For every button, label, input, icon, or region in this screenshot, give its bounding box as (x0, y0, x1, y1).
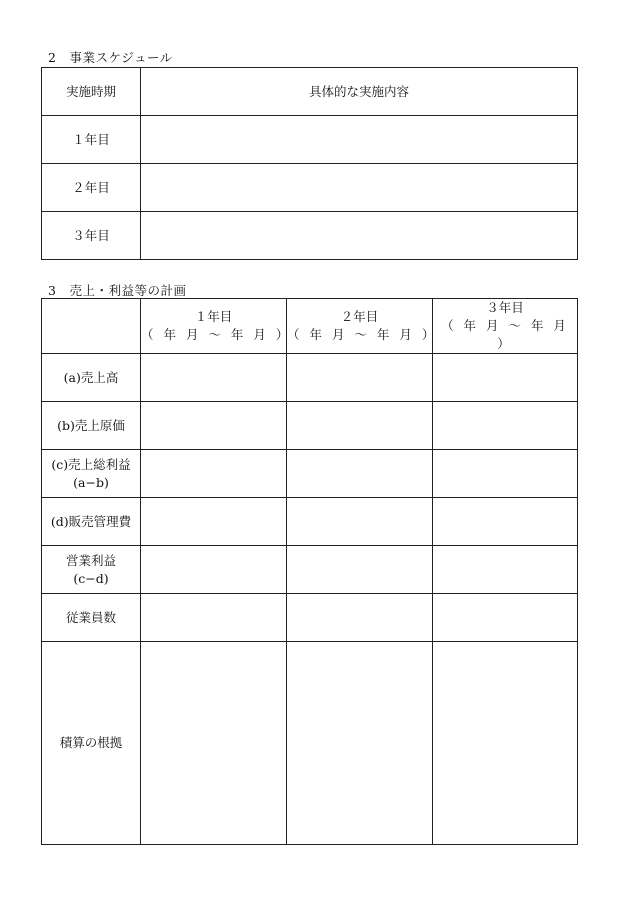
plan-value-cell[interactable] (433, 450, 578, 498)
schedule-row (42, 164, 578, 212)
plan-row-label-line1: (a)売上高 (63, 369, 119, 385)
schedule-row (42, 116, 578, 164)
plan-row-label (42, 498, 141, 546)
plan-value-cell[interactable] (433, 402, 578, 450)
plan-table (41, 298, 578, 845)
plan-value-cell[interactable] (141, 450, 287, 498)
schedule-table (41, 67, 578, 260)
plan-value-cell[interactable] (287, 546, 433, 594)
plan-row-label-line1: (c)売上総利益 (51, 456, 131, 472)
plan-value-cell[interactable] (141, 354, 287, 402)
plan-value-cell[interactable] (287, 402, 433, 450)
plan-value-cell[interactable] (433, 594, 578, 642)
plan-header-year (141, 299, 292, 354)
schedule-content-cell[interactable] (141, 164, 578, 212)
schedule-row (42, 212, 578, 260)
plan-header-empty (42, 299, 141, 354)
plan-row-label (42, 594, 141, 642)
plan-row-label-line2: (c−d) (73, 570, 109, 586)
schedule-row-label: １年目 (42, 116, 141, 164)
plan-row (42, 354, 578, 402)
schedule-row-label: ２年目 (42, 164, 141, 212)
plan-value-cell[interactable] (287, 642, 433, 845)
schedule-row-label: ３年目 (42, 212, 141, 260)
plan-header-year (433, 299, 578, 354)
plan-value-cell[interactable] (141, 402, 287, 450)
plan-row-label (42, 642, 141, 845)
plan-value-cell[interactable] (141, 642, 287, 845)
plan-row-label (42, 354, 141, 402)
plan-value-cell[interactable] (141, 498, 287, 546)
plan-row-label-line1: (b)売上原価 (57, 417, 125, 433)
schedule-content-cell[interactable] (141, 116, 578, 164)
schedule-content-cell[interactable] (141, 212, 578, 260)
plan-row-label-line1: 営業利益 (65, 552, 116, 568)
plan-section-title: 3 売上・利益等の計画 (48, 283, 187, 298)
plan-header-year-label: ３年目 (486, 300, 524, 315)
schedule-header-row (42, 68, 578, 116)
schedule-section-title: 2 事業スケジュール (48, 50, 173, 65)
plan-value-cell[interactable] (433, 546, 578, 594)
plan-row (42, 594, 578, 642)
plan-value-cell[interactable] (287, 498, 433, 546)
plan-value-cell[interactable] (141, 546, 287, 594)
plan-value-cell[interactable] (287, 594, 433, 642)
plan-row-label (42, 450, 141, 498)
plan-value-cell[interactable] (287, 354, 433, 402)
plan-header-period: （ 年 月 ～ 年 月 ） (441, 318, 569, 351)
plan-header-year-label: ２年目 (340, 309, 379, 324)
plan-row (42, 450, 578, 498)
plan-row-label-line1: 従業員数 (65, 609, 116, 625)
plan-header-year (287, 299, 438, 354)
plan-value-cell[interactable] (433, 642, 578, 845)
plan-row (42, 546, 578, 594)
plan-header-row (42, 299, 578, 354)
plan-value-cell[interactable] (287, 450, 433, 498)
plan-row (42, 498, 578, 546)
plan-row-label-line1: 積算の根拠 (59, 735, 123, 750)
schedule-header-period: 実施時期 (42, 68, 141, 116)
plan-value-cell[interactable] (433, 354, 578, 402)
plan-row (42, 402, 578, 450)
plan-row-label-line1: (d)販売管理費 (50, 513, 132, 529)
plan-row-label-line2: (a−b) (73, 474, 109, 490)
plan-header-year-label: １年目 (194, 309, 233, 324)
plan-row-label (42, 402, 141, 450)
plan-value-cell[interactable] (141, 594, 287, 642)
plan-value-cell[interactable] (433, 498, 578, 546)
plan-row-basis (42, 642, 578, 845)
plan-row-label (42, 546, 141, 594)
plan-header-period: （ 年 月 ～ 年 月 ） (141, 327, 292, 342)
schedule-header-content: 具体的な実施内容 (141, 68, 578, 116)
plan-header-period: （ 年 月 ～ 年 月 ） (287, 327, 438, 342)
